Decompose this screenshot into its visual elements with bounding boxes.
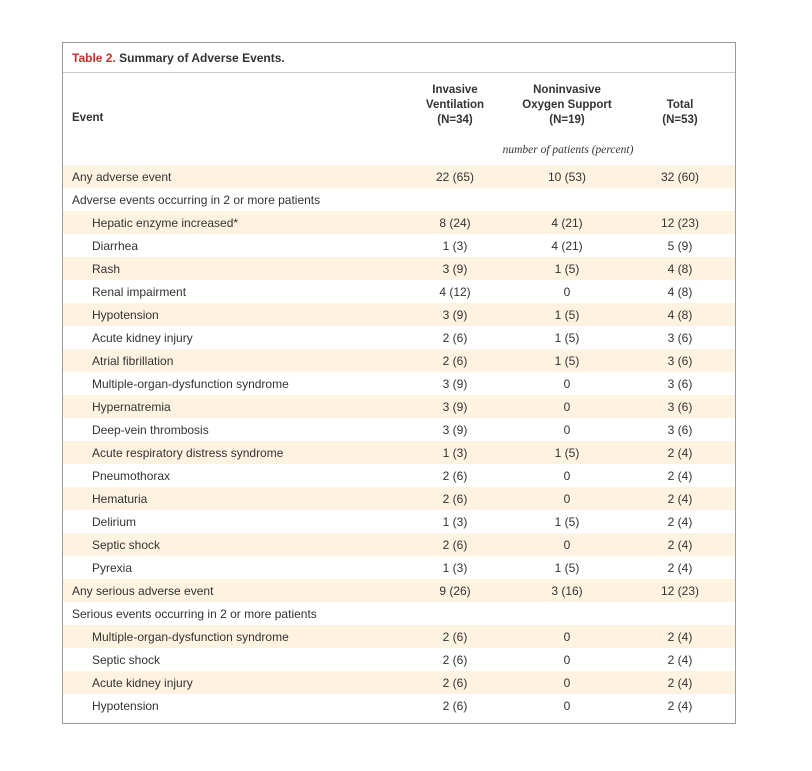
row-noninvasive: 0 [563,400,571,414]
row-invasive: 1 (3) [442,239,468,253]
adverse-events-table [62,42,736,724]
row-invasive: 4 (12) [439,285,471,299]
row-invasive: 2 (6) [442,676,468,690]
table-row [63,234,735,257]
row-invasive: 3 (9) [442,423,468,437]
row-event: Serious events occurring in 2 or more patients [72,607,317,621]
row-total: 5 (9) [667,239,693,253]
row-noninvasive: 0 [563,676,571,690]
row-event: Hypotension [92,699,159,713]
row-event: Hypernatremia [92,400,171,414]
table-row [63,579,735,602]
row-total: 4 (8) [667,285,693,299]
row-noninvasive: 0 [563,492,571,506]
units-subheader: number of patients (percent) [502,144,634,156]
row-invasive: 3 (9) [442,308,468,322]
row-invasive: 2 (6) [442,469,468,483]
row-event: Delirium [92,515,137,529]
row-event: Diarrhea [92,239,139,253]
row-total: 3 (6) [667,354,693,368]
row-noninvasive: 4 (21) [551,216,583,230]
row-noninvasive: 0 [563,469,571,483]
row-invasive: 3 (9) [442,377,468,391]
header-noninvasive-line1: Noninvasive [533,84,601,96]
table-body [63,165,735,717]
row-noninvasive: 0 [563,423,571,437]
row-invasive: 1 (3) [442,561,468,575]
table-row [63,395,735,418]
row-event: Renal impairment [92,285,187,299]
row-event: Hypotension [92,308,159,322]
table-row [63,441,735,464]
row-invasive: 3 (9) [442,262,468,276]
header-invasive-line1: Invasive [432,84,478,96]
header-total [645,98,715,128]
row-invasive: 3 (9) [442,400,468,414]
row-total: 2 (4) [667,699,693,713]
table-row [63,464,735,487]
row-noninvasive: 0 [563,538,571,552]
table-title [63,43,735,73]
header-event-label: Event [72,112,104,124]
table-row [63,257,735,280]
table-row [63,671,735,694]
row-noninvasive: 10 (53) [547,170,587,184]
row-event: Any serious adverse event [72,584,214,598]
row-total: 2 (4) [667,653,693,667]
row-total: 12 (23) [660,584,700,598]
row-total: 2 (4) [667,492,693,506]
table-row [63,602,735,625]
table-row [63,303,735,326]
row-invasive: 2 (6) [442,354,468,368]
table-row [63,418,735,441]
row-total: 4 (8) [667,262,693,276]
row-total: 2 (4) [667,630,693,644]
table-row [63,533,735,556]
row-invasive: 9 (26) [439,584,471,598]
row-total: 2 (4) [667,561,693,575]
row-total: 3 (6) [667,400,693,414]
row-total: 2 (4) [667,446,693,460]
row-invasive: 2 (6) [442,492,468,506]
row-event: Multiple-organ-dysfunction syndrome [92,377,289,391]
table-row [63,625,735,648]
header-noninvasive [517,83,617,128]
header-noninvasive-line3: (N=19) [549,114,585,126]
row-event: Acute respiratory distress syndrome [92,446,284,460]
table-row [63,280,735,303]
row-event: Acute kidney injury [92,676,193,690]
row-noninvasive: 0 [563,653,571,667]
row-noninvasive: 3 (16) [551,584,583,598]
row-noninvasive: 0 [563,630,571,644]
header-invasive-line3: (N=34) [437,114,473,126]
row-noninvasive: 1 (5) [554,331,580,345]
row-invasive: 1 (3) [442,446,468,460]
row-invasive: 2 (6) [442,331,468,345]
row-noninvasive: 1 (5) [554,515,580,529]
row-event: Septic shock [92,538,161,552]
row-noninvasive: 1 (5) [554,308,580,322]
table-row [63,326,735,349]
table-title-text: Summary of Adverse Events. [115,51,285,65]
row-total: 3 (6) [667,331,693,345]
row-total: 3 (6) [667,423,693,437]
row-event: Hematuria [92,492,148,506]
row-event: Multiple-organ-dysfunction syndrome [92,630,289,644]
row-invasive: 2 (6) [442,699,468,713]
row-invasive: 8 (24) [439,216,471,230]
row-invasive: 1 (3) [442,515,468,529]
table-row [63,165,735,188]
row-total: 3 (6) [667,377,693,391]
row-total: 12 (23) [660,216,700,230]
header-invasive [415,83,495,128]
table-row [63,188,735,211]
table-header [63,73,735,169]
row-noninvasive: 1 (5) [554,446,580,460]
row-noninvasive: 0 [563,699,571,713]
row-total: 2 (4) [667,469,693,483]
table-row [63,648,735,671]
row-invasive: 2 (6) [442,630,468,644]
row-noninvasive: 4 (21) [551,239,583,253]
table-row [63,510,735,533]
row-event: Rash [92,262,121,276]
row-event: Deep-vein thrombosis [92,423,209,437]
table-row [63,372,735,395]
table-row [63,694,735,717]
row-event: Atrial fibrillation [92,354,174,368]
header-event [72,111,103,126]
row-event: Adverse events occurring in 2 or more patients [72,193,321,207]
header-noninvasive-line2: Oxygen Support [522,99,612,111]
row-invasive: 2 (6) [442,538,468,552]
header-total-line2: (N=53) [662,114,698,126]
row-event: Septic shock [92,653,161,667]
header-total-line1: Total [666,99,694,111]
table-label: Table 2. [72,51,116,65]
table-row [63,349,735,372]
row-noninvasive: 1 (5) [554,354,580,368]
row-total: 32 (60) [660,170,700,184]
row-total: 2 (4) [667,538,693,552]
header-invasive-line2: Ventilation [425,99,485,111]
row-event: Pyrexia [92,561,133,575]
row-event: Any adverse event [72,170,172,184]
table-row [63,211,735,234]
row-noninvasive: 0 [563,377,571,391]
row-invasive: 22 (65) [435,170,475,184]
row-event: Pneumothorax [92,469,171,483]
row-noninvasive: 1 (5) [554,561,580,575]
row-invasive: 2 (6) [442,653,468,667]
table-row [63,556,735,579]
row-total: 4 (8) [667,308,693,322]
row-noninvasive: 1 (5) [554,262,580,276]
table-row [63,487,735,510]
row-event: Acute kidney injury [92,331,193,345]
row-event: Hepatic enzyme increased* [92,216,239,230]
row-total: 2 (4) [667,515,693,529]
row-total: 2 (4) [667,676,693,690]
row-noninvasive: 0 [563,285,571,299]
